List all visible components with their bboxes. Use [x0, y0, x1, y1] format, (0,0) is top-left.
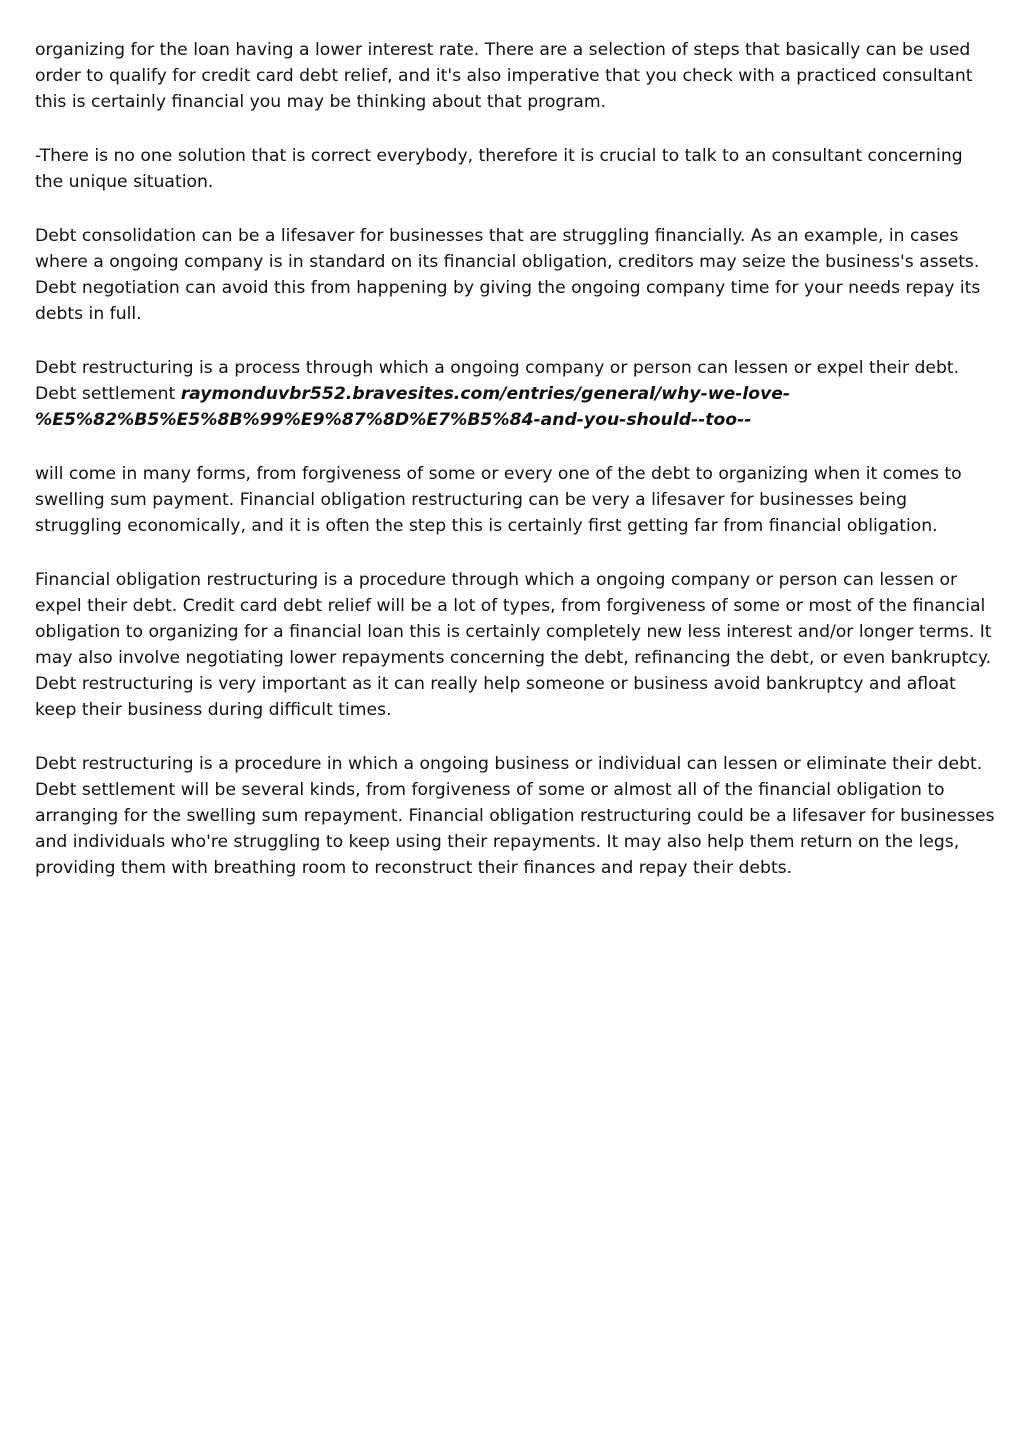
paragraph-text: Debt restructuring is a process through which a ongoing company or person can lessen or expel their debt. Debt settlement: [35, 358, 960, 404]
paragraph-debt-restructuring-procedure: Debt restructuring is a procedure in which a ongoing business or individual can lessen or eliminate their debt. Debt settlement will be several kinds, from forgiveness of some or almost all of the financial obligation to arranging for the swelling sum repayment. Financial obligation restructuring could be a lifesaver for businesses and individuals who're struggling to keep using their repayments. It may also help them return on the legs, providing them with breathing room to reconstruct their finances and repay their debts.: [35, 754, 995, 878]
paragraph-financial-obligation: Financial obligation restructuring is a procedure through which a ongoing company or person can lessen or expel their debt. Credit card debt relief will be a lot of types, from forgiveness of some or most of the financial obligation to organizing for a financial loan this is certainly completely new less interest and/or longer terms. It may also involve negotiating lower repayments concerning the debt, refinancing the debt, or even bankruptcy. Debt restructuring is very important as it can really help someone or business avoid bankruptcy and afloat keep their business during difficult times.: [35, 570, 992, 720]
article-link-line-2: %E5%82%B5%E5%8B%99%E9%87%8D%E7%B5%84-and-you-should--too--: [35, 410, 752, 430]
article-link-line-1: raymonduvbr552.bravesites.com/entries/general/why-we-love-: [180, 384, 791, 404]
paragraph-no-one-solution: -There is no one solution that is correct everybody, therefore it is crucial to talk to an consultant concerning the unique situation.: [35, 146, 963, 192]
paragraph-debt-consolidation: Debt consolidation can be a lifesaver for businesses that are struggling financially. As an example, in cases where a ongoing company is in standard on its financial obligation, creditors may seize the business's assets. Debt negotiation can avoid this from happening by giving the ongoing company time for your needs repay its debts in full.: [35, 226, 981, 324]
paragraph-debt-restructuring-link: [35, 355, 995, 433]
paragraph-loan-intro: organizing for the loan having a lower interest rate. There are a selection of steps that basically can be used order to qualify for credit card debt relief, and it's also imperative that you check with a practiced consultant this is certainly financial you may be thinking about that program.: [35, 40, 973, 112]
document-body: [35, 37, 995, 909]
paragraph-many-forms: will come in many forms, from forgiveness of some or every one of the debt to organizing when it comes to swelling sum payment. Financial obligation restructuring can be very a lifesaver for businesses being struggling economically, and it is often the step this is certainly first getting far from financial obligation.: [35, 464, 962, 536]
